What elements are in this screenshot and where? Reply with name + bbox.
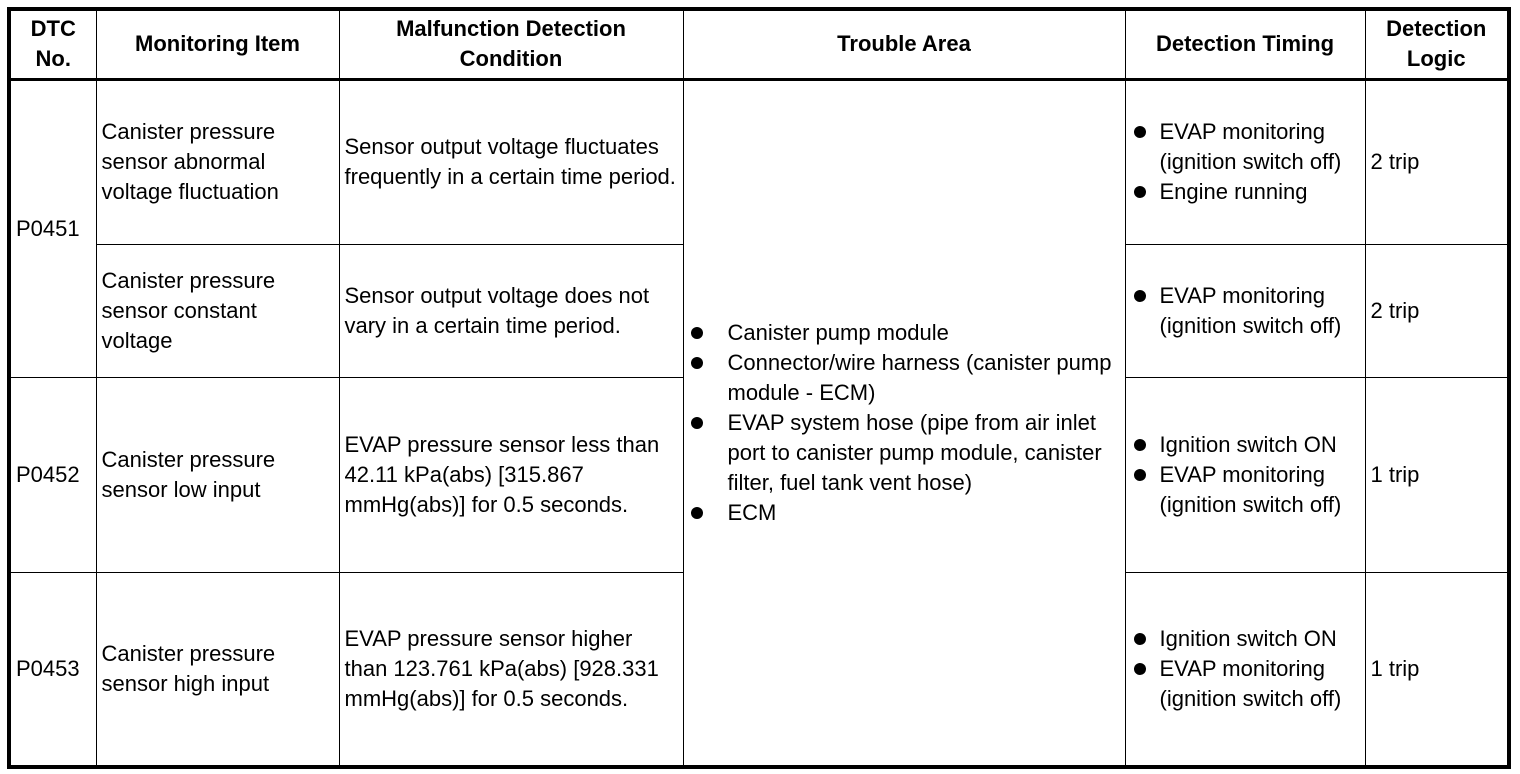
dtc-code: P0453 [9, 572, 96, 767]
header-dtc-no: DTC No. [9, 9, 96, 79]
list-item: EVAP monitoring (ignition switch off) [1131, 281, 1360, 341]
monitoring-item: Canister pressure sensor low input [96, 377, 339, 572]
trouble-area [683, 79, 1125, 767]
detection-condition: EVAP pressure sensor higher than 123.761 kPa(abs) [928.331 mmHg(abs)] for 0.5 seconds. [339, 572, 683, 767]
table-row [9, 79, 1509, 244]
list-item: EVAP monitoring (ignition switch off) [1131, 117, 1360, 177]
detection-condition: EVAP pressure sensor less than 42.11 kPa(abs) [315.867 mmHg(abs)] for 0.5 seconds. [339, 377, 683, 572]
header-detection-logic: Detection Logic [1365, 9, 1509, 79]
detection-logic: 2 trip [1365, 244, 1509, 377]
header-monitoring-item: Monitoring Item [96, 9, 339, 79]
detection-timing [1125, 244, 1365, 377]
monitoring-item: Canister pressure sensor constant voltage [96, 244, 339, 377]
dtc-code: P0452 [9, 377, 96, 572]
timing-list [1131, 430, 1360, 520]
monitoring-item: Canister pressure sensor high input [96, 572, 339, 767]
timing-list [1131, 117, 1360, 207]
header-detection-timing: Detection Timing [1125, 9, 1365, 79]
list-item: Connector/wire harness (canister pump module - ECM) [689, 348, 1120, 408]
list-item: Ignition switch ON [1131, 624, 1360, 654]
timing-list [1131, 281, 1360, 341]
list-item: Engine running [1131, 177, 1360, 207]
list-item: EVAP monitoring (ignition switch off) [1131, 654, 1360, 714]
header-row [9, 9, 1509, 79]
detection-condition: Sensor output voltage fluctuates frequently in a certain time period. [339, 79, 683, 244]
list-item: EVAP monitoring (ignition switch off) [1131, 460, 1360, 520]
timing-list [1131, 624, 1360, 714]
list-item: ECM [689, 498, 1120, 528]
detection-logic: 1 trip [1365, 377, 1509, 572]
monitoring-item: Canister pressure sensor abnormal voltage fluctuation [96, 79, 339, 244]
detection-timing [1125, 79, 1365, 244]
detection-timing [1125, 377, 1365, 572]
trouble-area-list [689, 318, 1120, 528]
header-trouble-area: Trouble Area [683, 9, 1125, 79]
dtc-table [7, 7, 1511, 769]
list-item: EVAP system hose (pipe from air inlet port to canister pump module, canister filter, fuel tank vent hose) [689, 408, 1120, 498]
detection-timing [1125, 572, 1365, 767]
list-item: Canister pump module [689, 318, 1120, 348]
detection-condition: Sensor output voltage does not vary in a certain time period. [339, 244, 683, 377]
detection-logic: 2 trip [1365, 79, 1509, 244]
header-malfunction-condition: Malfunction Detection Condition [339, 9, 683, 79]
detection-logic: 1 trip [1365, 572, 1509, 767]
list-item: Ignition switch ON [1131, 430, 1360, 460]
dtc-code: P0451 [9, 79, 96, 377]
